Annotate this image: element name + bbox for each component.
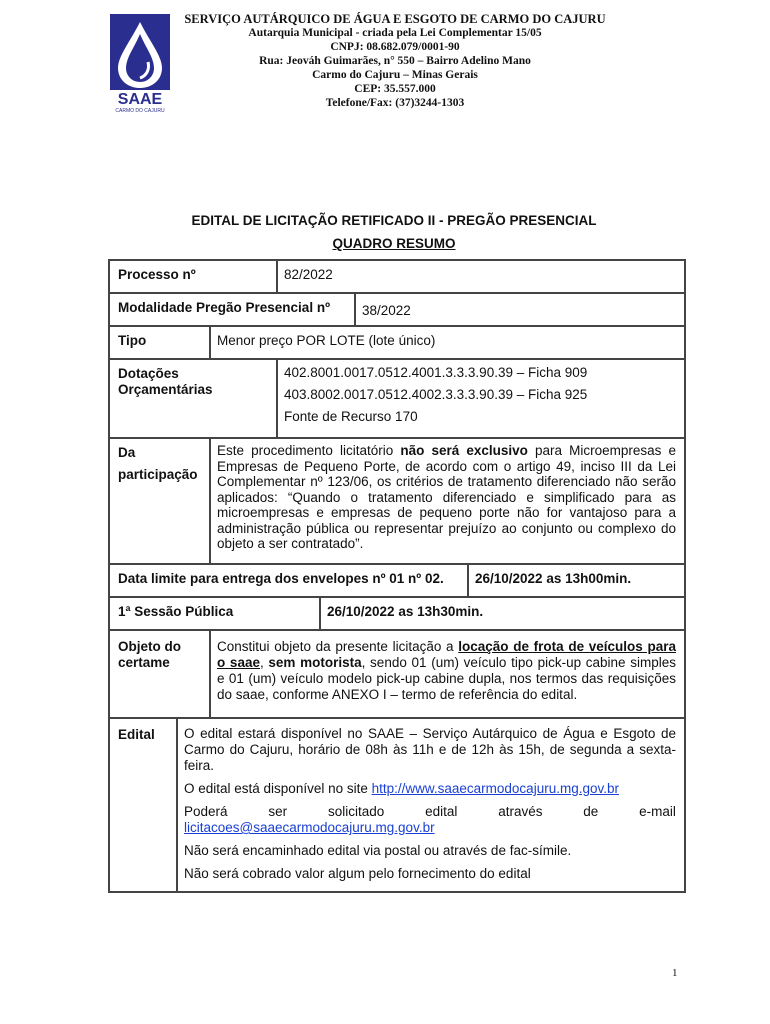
edital-site-text: O edital está disponível no site http://www.saaecarmodocajuru.mg.gov.br	[184, 781, 619, 796]
edital-free-text: Não será cobrado valor algum pelo fornecimento do edital	[184, 866, 531, 881]
objeto-text: Constitui objeto da presente licitação a locação de frota de veículos para o saae, sem motorista, sendo 01 (um) veículo tipo pick-up cabine simples e 01 (um) veículo modelo pick-up cabine dupla, nos termos das requisições do saae, conforme ANEXO I – termo de referência do edital.	[217, 639, 676, 702]
logo-subtext: CARMO DO CAJURU	[115, 108, 165, 114]
objeto-label-line2: certame	[118, 655, 170, 670]
edital-site-link[interactable]: http://www.saaecarmodocajuru.mg.gov.br	[371, 781, 619, 796]
sem-motorista-text: sem motorista	[268, 655, 362, 670]
edital-email-line: Poderá ser solicitado edital através de e-mail	[184, 804, 676, 819]
org-description: Autarquia Municipal - criada pela Lei Complementar 15/05	[248, 27, 542, 39]
participacao-label-line1: Da	[118, 445, 136, 460]
participacao-text: Este procedimento licitatório não será exclusivo para Microempresas e Empresas de Pequeno Porte, de acordo com o artigo 49, inciso III da Lei Complementar nº 123/06, os critérios de tratamento diferenciado não serão aplicados: “Quando o tratamento diferenciado e simplificado para as microempresas e empresas de pequeno porte não for vantajoso para a administração pública ou representar prejuízo ao conjunto ou complexo do objeto a ser contratado”.	[217, 443, 676, 551]
modalidade-value: 38/2022	[362, 303, 411, 318]
row-dotacoes	[110, 360, 684, 439]
letterhead	[0, 0, 770, 120]
dotacoes-label-line2: Orçamentárias	[118, 382, 213, 397]
row-participacao	[110, 439, 684, 565]
modalidade-label: Modalidade Pregão Presencial nº	[118, 300, 330, 315]
sessao-label: 1ª Sessão Pública	[118, 604, 234, 619]
participacao-label	[110, 439, 209, 563]
dotacoes-values	[276, 360, 684, 437]
nao-exclusivo-text: não será exclusivo	[400, 443, 528, 458]
processo-value: 82/2022	[284, 267, 333, 282]
row-objeto	[110, 631, 684, 719]
document-title: EDITAL DE LICITAÇÃO RETIFICADO II - PREGÃO PRESENCIAL	[191, 213, 597, 228]
participacao-label-line2: participação	[118, 467, 198, 482]
org-name: SERVIÇO AUTÁRQUICO DE ÁGUA E ESGOTO DE CARMO DO CAJURU	[184, 12, 606, 26]
summary-table	[108, 259, 686, 893]
tipo-value: Menor preço POR LOTE (lote único)	[217, 333, 436, 348]
dotacoes-label-line1: Dotações	[118, 366, 179, 381]
org-address: Rua: Jeováh Guimarães, n° 550 – Bairro Adelino Mano	[259, 55, 531, 67]
objeto-highlight: locação de frota de veículos para o saae	[217, 639, 676, 670]
edital-email-text	[184, 804, 676, 836]
edital-email-link[interactable]: licitacoes@saaecarmodocajuru.mg.gov.br	[184, 820, 435, 835]
org-cnpj: CNPJ: 08.682.079/0001-90	[330, 41, 460, 53]
objeto-label-line1: Objeto do	[118, 639, 181, 654]
fonte-recurso: Fonte de Recurso 170	[284, 409, 418, 424]
row-sessao	[110, 598, 684, 631]
logo-text: SAAE	[117, 91, 163, 108]
row-modalidade	[110, 294, 684, 327]
edital-availability-text: O edital estará disponível no SAAE – Serviço Autárquico de Água e Esgoto de Carmo do Cajuru, horário de 08h às 11h e de 12h às 15h, de segunda a sexta-feira.	[184, 726, 676, 773]
document-subtitle: QUADRO RESUMO	[332, 236, 456, 251]
org-city: Carmo do Cajuru – Minas Gerais	[312, 69, 478, 81]
edital-postal-text: Não será encaminhado edital via postal ou através de fac-símile.	[184, 843, 572, 858]
row-edital	[110, 719, 684, 893]
dotacao-item: 403.8002.0017.0512.4002.3.3.3.90.39 – Ficha 925	[284, 387, 588, 402]
row-processo	[110, 261, 684, 294]
organization-info	[160, 12, 630, 110]
data-limite-value: 26/10/2022 as 13h00min.	[475, 571, 632, 586]
org-phone: Telefone/Fax: (37)3244-1303	[325, 97, 465, 109]
objeto-label	[110, 631, 209, 717]
edital-content	[176, 719, 684, 891]
dotacao-item: 402.8001.0017.0512.4001.3.3.3.90.39 – Ficha 909	[284, 365, 588, 380]
dotacoes-label	[110, 360, 276, 437]
tipo-label: Tipo	[118, 333, 147, 348]
row-tipo	[110, 327, 684, 360]
page-number: 1	[672, 967, 678, 979]
processo-label: Processo nº	[118, 267, 196, 282]
edital-label: Edital	[118, 727, 155, 742]
sessao-value: 26/10/2022 as 13h30min.	[327, 604, 484, 619]
row-data-limite	[110, 565, 684, 598]
org-cep: CEP: 35.557.000	[354, 83, 436, 95]
data-limite-label: Data limite para entrega dos envelopes nº 01 nº 02.	[118, 571, 444, 586]
